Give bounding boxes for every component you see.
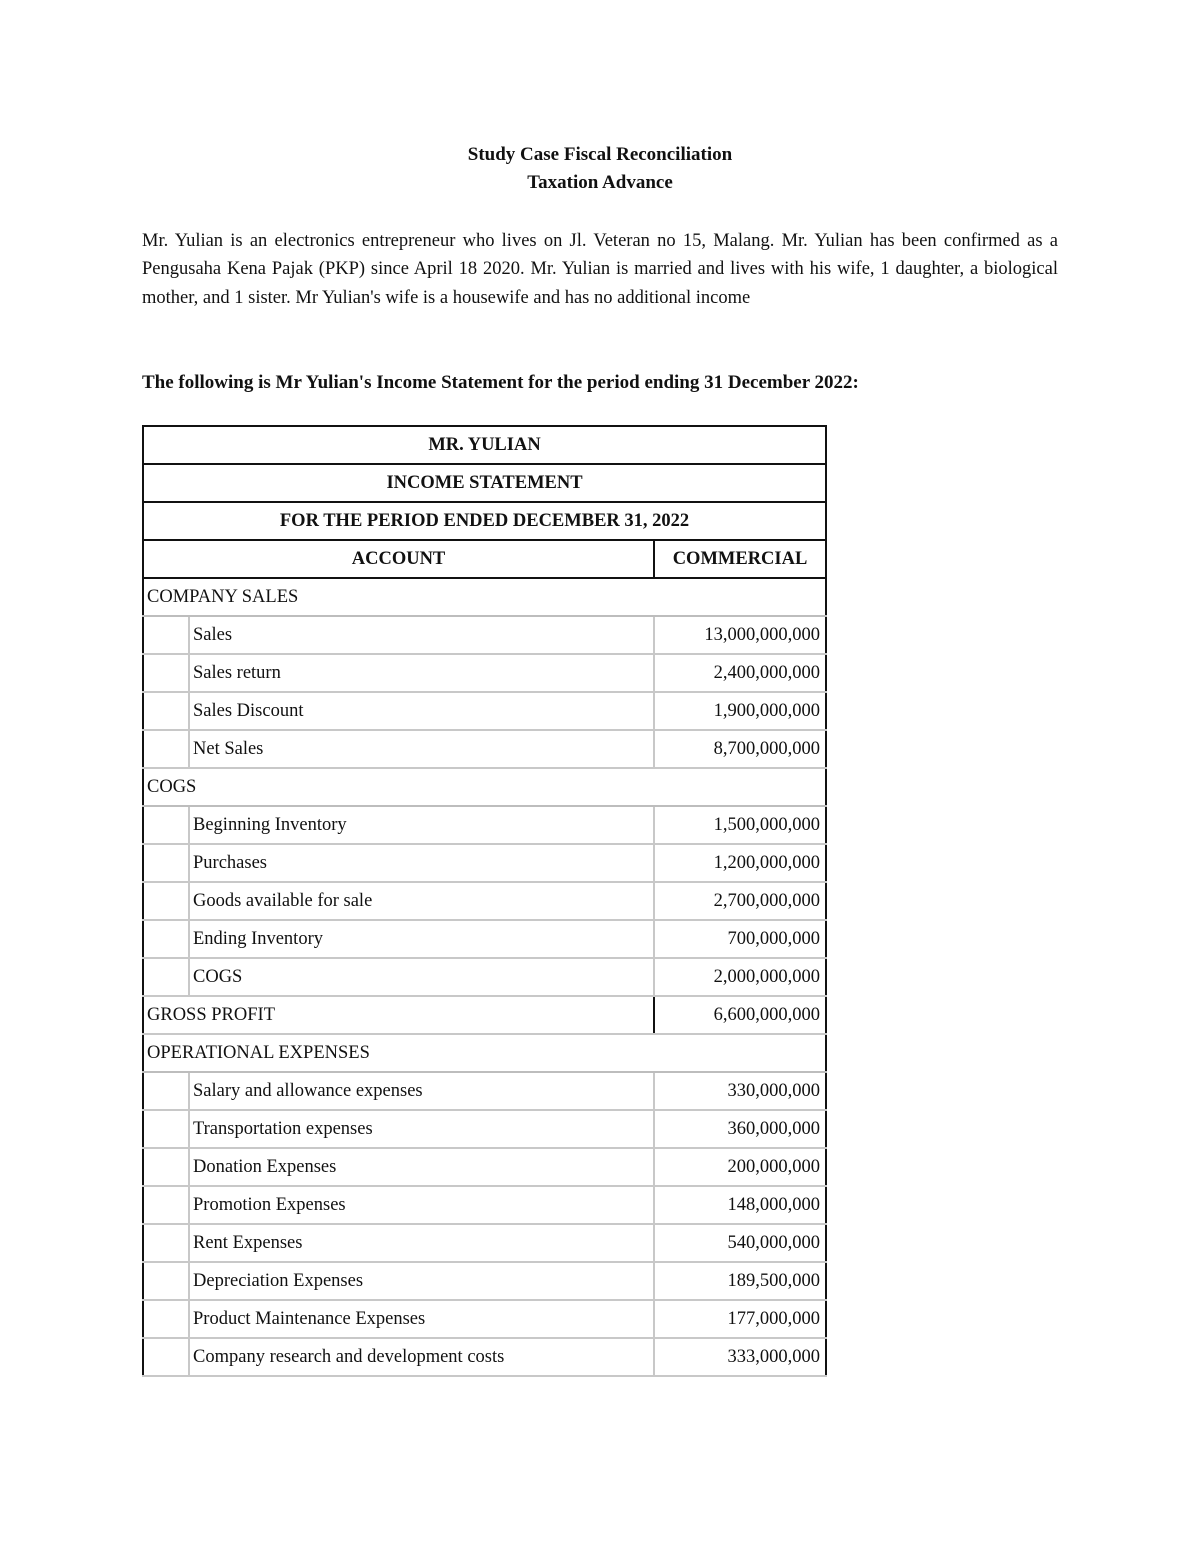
company-sales-section-label: COMPANY SALES [143,578,826,616]
cogs-item-label: COGS [189,958,654,996]
indent-cell [143,1186,189,1224]
indent-cell [143,920,189,958]
cogs-item-value: 1,500,000,000 [654,806,826,844]
gross-profit-value: 6,600,000,000 [654,996,826,1034]
cogs-item-value: 700,000,000 [654,920,826,958]
table-row [143,654,826,692]
sales-item-label: Sales [189,616,654,654]
document-subtitle: Taxation Advance [527,172,673,193]
sales-item-value: 13,000,000,000 [654,616,826,654]
intro-paragraph: Mr. Yulian is an electronics entrepreneur who lives on Jl. Veteran no 15, Malang. Mr. Yulian has been confirmed as a Pengusaha Kena Pajak (PKP) since April 18 2020. Mr. Yulian is married and lives with his wife, 1 daughter, a biological mother, and 1 sister. Mr Yulian's wife is a housewife and has no additional income [142,231,1058,308]
indent-cell [143,692,189,730]
sales-item-label: Net Sales [189,730,654,768]
indent-cell [143,1262,189,1300]
statement-title: INCOME STATEMENT [143,464,826,502]
indent-cell [143,882,189,920]
cogs-item-value: 2,000,000,000 [654,958,826,996]
cogs-item-value: 2,700,000,000 [654,882,826,920]
column-header-commercial: COMMERCIAL [654,540,826,578]
operational-expenses-section-row [143,1034,826,1072]
cogs-item-label: Goods available for sale [189,882,654,920]
opex-item-label: Donation Expenses [189,1148,654,1186]
gross-profit-label: GROSS PROFIT [143,996,654,1034]
indent-cell [143,1110,189,1148]
company-sales-section-row [143,578,826,616]
indent-cell [143,616,189,654]
statement-period: FOR THE PERIOD ENDED DECEMBER 31, 2022 [143,502,826,540]
table-row [143,692,826,730]
table-row [143,616,826,654]
sales-item-value: 8,700,000,000 [654,730,826,768]
indent-cell [143,1072,189,1110]
table-row [143,1338,826,1376]
indent-cell [143,806,189,844]
table-row [143,1186,826,1224]
opex-item-value: 333,000,000 [654,1338,826,1376]
column-header-account: ACCOUNT [143,540,654,578]
opex-item-label: Rent Expenses [189,1224,654,1262]
table-row [143,730,826,768]
indent-cell [143,654,189,692]
indent-cell [143,958,189,996]
table-row [143,806,826,844]
indent-cell [143,1300,189,1338]
statement-name: MR. YULIAN [143,426,826,464]
opex-item-value: 200,000,000 [654,1148,826,1186]
gross-profit-row [143,996,826,1034]
sales-item-label: Sales Discount [189,692,654,730]
opex-item-value: 330,000,000 [654,1072,826,1110]
indent-cell [143,1224,189,1262]
table-row [143,1072,826,1110]
lead-sentence: The following is Mr Yulian's Income Statement for the period ending 31 December 2022: [142,372,859,393]
opex-item-label: Product Maintenance Expenses [189,1300,654,1338]
table-row [143,882,826,920]
sales-item-value: 1,900,000,000 [654,692,826,730]
indent-cell [143,730,189,768]
opex-item-label: Depreciation Expenses [189,1262,654,1300]
income-statement-table [142,425,827,1377]
table-row [143,1148,826,1186]
document-title: Study Case Fiscal Reconciliation [467,144,733,165]
opex-item-value: 189,500,000 [654,1262,826,1300]
cogs-item-label: Beginning Inventory [189,806,654,844]
opex-item-label: Promotion Expenses [189,1186,654,1224]
cogs-item-label: Purchases [189,844,654,882]
table-row [143,1224,826,1262]
table-row [143,844,826,882]
cogs-section-row [143,768,826,806]
table-row [143,1110,826,1148]
cogs-section-label: COGS [143,768,826,806]
table-row [143,1300,826,1338]
table-row [143,1262,826,1300]
cogs-item-label: Ending Inventory [189,920,654,958]
table-row [143,920,826,958]
table-row [143,958,826,996]
cogs-item-value: 1,200,000,000 [654,844,826,882]
opex-item-label: Company research and development costs [189,1338,654,1376]
opex-item-value: 177,000,000 [654,1300,826,1338]
opex-item-label: Transportation expenses [189,1110,654,1148]
opex-item-value: 148,000,000 [654,1186,826,1224]
opex-item-value: 360,000,000 [654,1110,826,1148]
indent-cell [143,1148,189,1186]
operational-expenses-section-label: OPERATIONAL EXPENSES [143,1034,826,1072]
opex-item-value: 540,000,000 [654,1224,826,1262]
indent-cell [143,1338,189,1376]
sales-item-value: 2,400,000,000 [654,654,826,692]
opex-item-label: Salary and allowance expenses [189,1072,654,1110]
indent-cell [143,844,189,882]
sales-item-label: Sales return [189,654,654,692]
